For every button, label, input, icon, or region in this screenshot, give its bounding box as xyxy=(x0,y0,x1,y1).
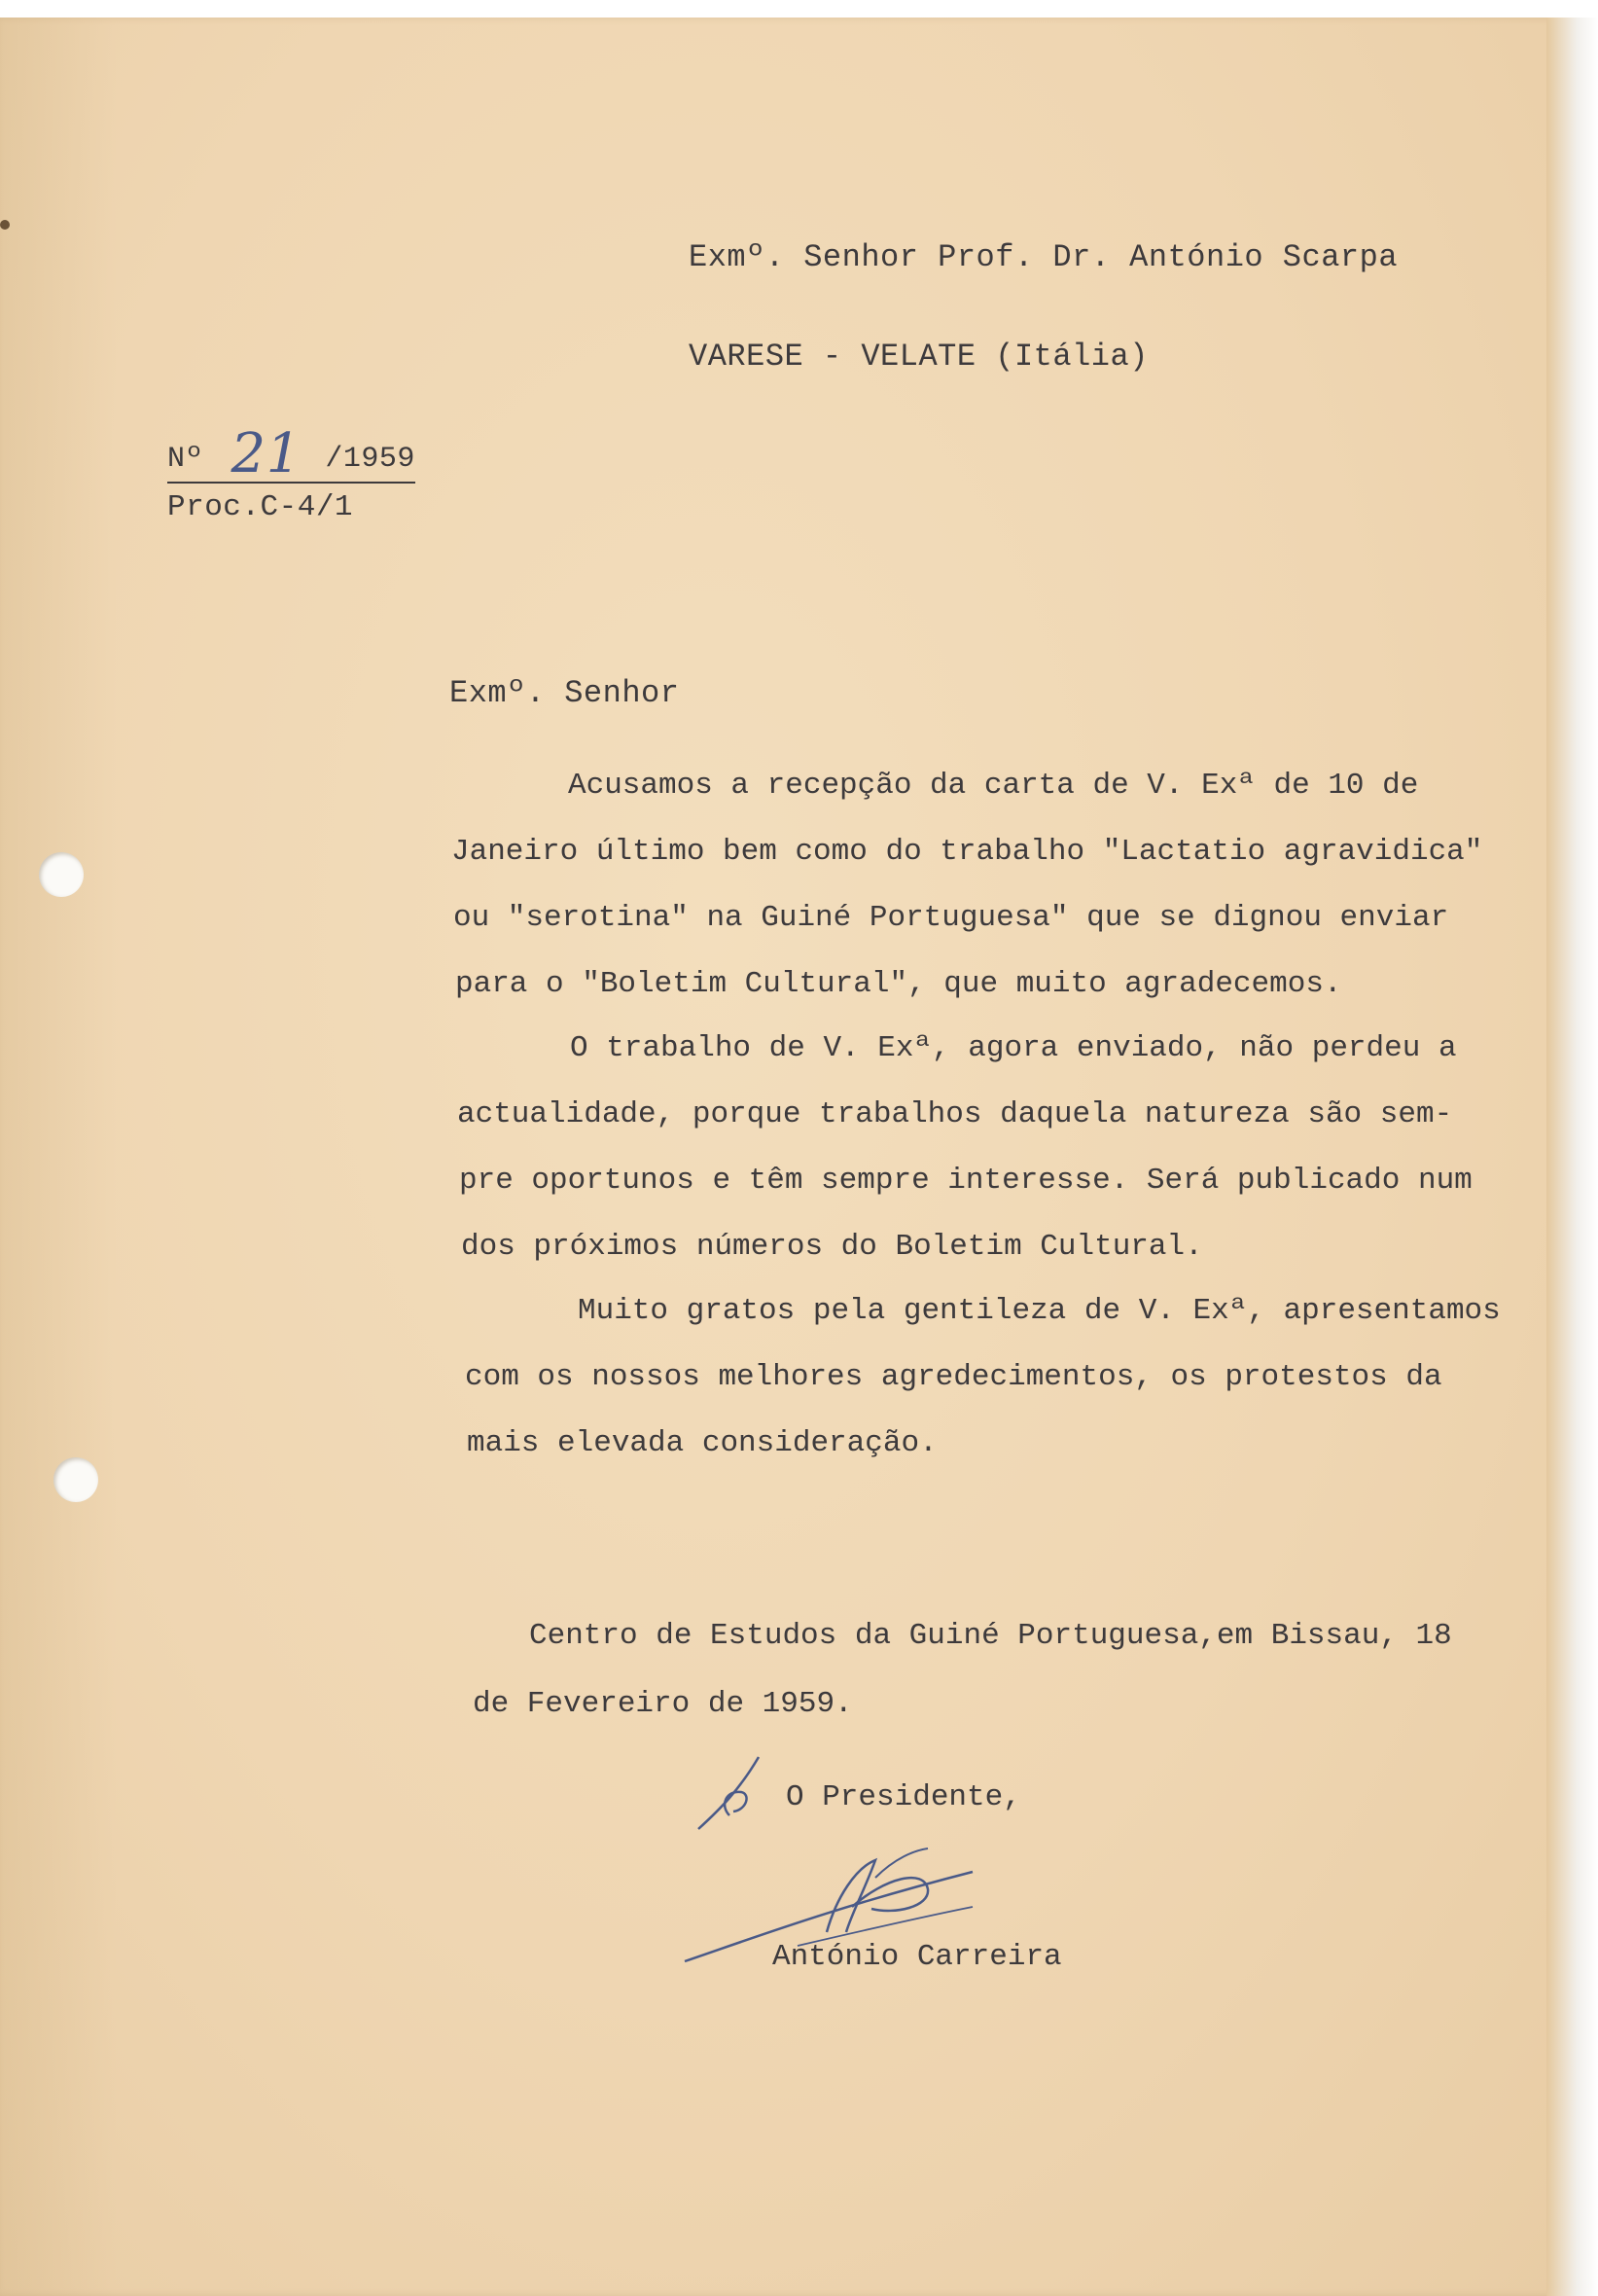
body-line: Muito gratos pela gentileza de V. Exª, apresentamos xyxy=(578,1294,1501,1328)
body-line: pre oportunos e têm sempre interesse. Será publicado num xyxy=(459,1164,1473,1198)
initial-scribble-icon xyxy=(691,1751,778,1839)
punch-hole-upper xyxy=(39,852,84,897)
place-date-line-1: Centro de Estudos da Guiné Portuguesa,em Bissau, 18 xyxy=(529,1619,1452,1653)
body-line: actualidade, porque trabalhos daquela natureza são sem- xyxy=(457,1097,1453,1131)
signatory-role: O Presidente, xyxy=(786,1780,1021,1814)
body-line: Janeiro último bem como do trabalho "Lactatio agravidica" xyxy=(451,835,1483,869)
paper-left-shade xyxy=(0,18,117,2296)
body-line: ou "serotina" na Guiné Portuguesa" que se dignou enviar xyxy=(453,901,1449,935)
recipient-line-2: VARESE - VELATE (Itália) xyxy=(689,339,1149,375)
recipient-line-1: Exmº. Senhor Prof. Dr. António Scarpa xyxy=(689,239,1399,275)
body-line: mais elevada consideração. xyxy=(467,1426,938,1460)
paper-right-edge xyxy=(1546,18,1598,2296)
body-line: para o "Boletim Cultural", que muito agradecemos. xyxy=(455,967,1342,1001)
signatory-name: António Carreira xyxy=(772,1940,1062,1974)
reference-prefix: Nº xyxy=(167,443,204,476)
tack-mark xyxy=(0,220,10,230)
place-date-line-2: de Fevereiro de 1959. xyxy=(473,1687,853,1721)
reference-year: /1959 xyxy=(325,443,415,476)
reference-number xyxy=(167,416,415,484)
body-line: dos próximos números do Boletim Cultural. xyxy=(461,1230,1203,1264)
salutation: Exmº. Senhor xyxy=(449,675,680,711)
body-line: Acusamos a recepção da carta de V. Exª de 10 de xyxy=(568,769,1419,803)
punch-hole-lower xyxy=(53,1457,98,1502)
reference-handwritten-number: 21 xyxy=(231,422,302,485)
body-line: com os nossos melhores agredecimentos, os protestos da xyxy=(465,1360,1442,1394)
body-line: O trabalho de V. Exª, agora enviado, não perdeu a xyxy=(570,1031,1457,1065)
process-reference: Proc.C-4/1 xyxy=(167,490,354,524)
